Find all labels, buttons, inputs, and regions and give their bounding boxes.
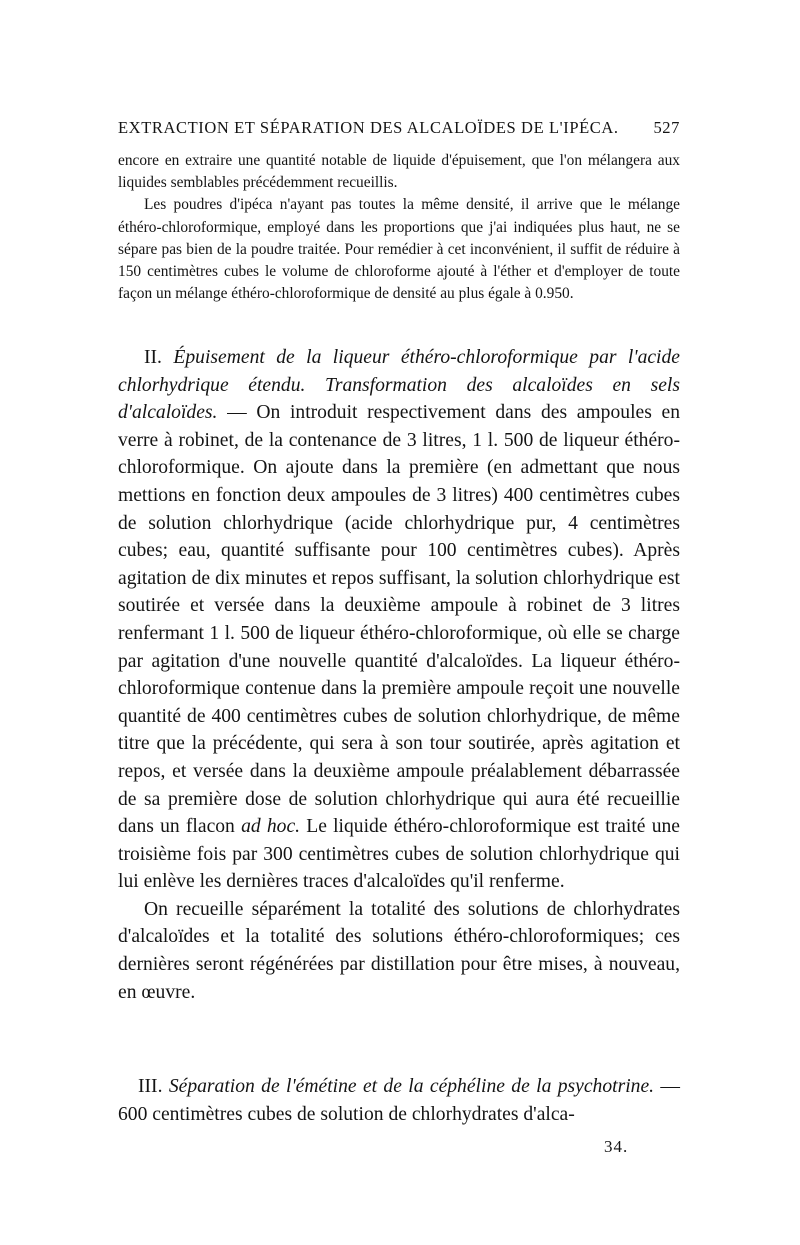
section-ii-text: — On introduit respectivement dans des ampoules en verre à robinet, de la contenance de 3 litres, 1 l. 500 de liqueur éthéro-chloroformique. On ajoute dans la première (en admettant que nous mettions en fonction deux ampoules de 3 litres) 400 centimètres cubes de solution chlorhydrique (acide chlorhydrique pur, 4 centimètres cubes; eau, quantité suffisante pour 100 centimètres cubes). Après agitation de dix minutes et repos suffisant, la solution chlorhydrique est soutirée et versée dans la deuxième ampoule à robinet de 3 litres renfermant 1 l. 500 de liqueur éthéro-chloroformique, où elle se charge par agitation d'une nouvelle quantité d'alcaloïdes. La liqueur éthéro-chloroformique contenue dans la première ampoule reçoit une nouvelle quantité de 400 centimètres cubes de solution chlorhydrique, de même titre que la précédente, qui sera à son tour soutirée, après agitation et repos, et versée dans la deuxième ampoule préalablement débarrassée de sa première dose de solution chlorhydrique qui aura été recueillie dans un flacon: [118, 402, 680, 838]
paragraph-recueille: On recueille séparément la totalité des solutions de chlorhydrates d'alcaloïdes et la totalité des solutions éthéro-chloroformiques; ces dernières seront régénérées par distillation pour être mises, à nouveau, en œuvre.: [118, 898, 680, 1003]
page-number: 527: [653, 118, 680, 137]
section-iii-block: [118, 1073, 680, 1128]
section-iii: [118, 1073, 680, 1128]
section-ii-text-end: Le liquide éthéro-chloroformique est traité une troisième fois par 300 centimètres cubes de solution chlorhydrique qui lui enlève les dernières traces d'alcaloïdes qu'il renferme.: [118, 816, 680, 893]
running-head: [118, 118, 680, 138]
section-iii-heading: Séparation de l'émétine et de la céphéline de la psychotrine.: [168, 1076, 655, 1097]
section-iii-numeral: III.: [138, 1076, 163, 1097]
ad-hoc-phrase: ad hoc.: [241, 816, 301, 838]
paragraph-densite: Les poudres d'ipéca n'ayant pas toutes la même densité, il arrive que le mélange éthéro-chloroformique, employé dans les proportions que j'ai indiquées plus haut, ne se sépare pas bien de la poudre traitée. Pour remédier à cet inconvénient, il suffit de réduire à 150 centimètres cubes le volume de chloroforme ajouté à l'éther et d'employer de toute façon un mélange éthéro-chloroformique de densité au plus égale à 0.950.: [118, 196, 680, 303]
small-print-block: [118, 150, 680, 305]
running-title: EXTRACTION ET SÉPARATION DES ALCALOÏDES DE L'IPÉCA.: [118, 118, 619, 137]
section-ii: [118, 344, 680, 896]
section-ii-heading: Épuisement de la liqueur éthéro-chloroformique par l'acide chlorhydrique étendu. Transformation des alcaloïdes en sels d'alcaloïdes.: [118, 347, 680, 424]
large-print-block: [118, 344, 680, 1006]
paragraph-continuation: encore en extraire une quantité notable de liquide d'épuisement, que l'on mélangera aux liquides semblables précédemment recueillis.: [118, 152, 680, 192]
section-ii-numeral: II.: [144, 347, 162, 368]
section-iii-text: — 600 centimètres cubes de solution de chlorhydrates d'alca-: [118, 1076, 680, 1125]
signature-mark: 34.: [604, 1137, 629, 1156]
